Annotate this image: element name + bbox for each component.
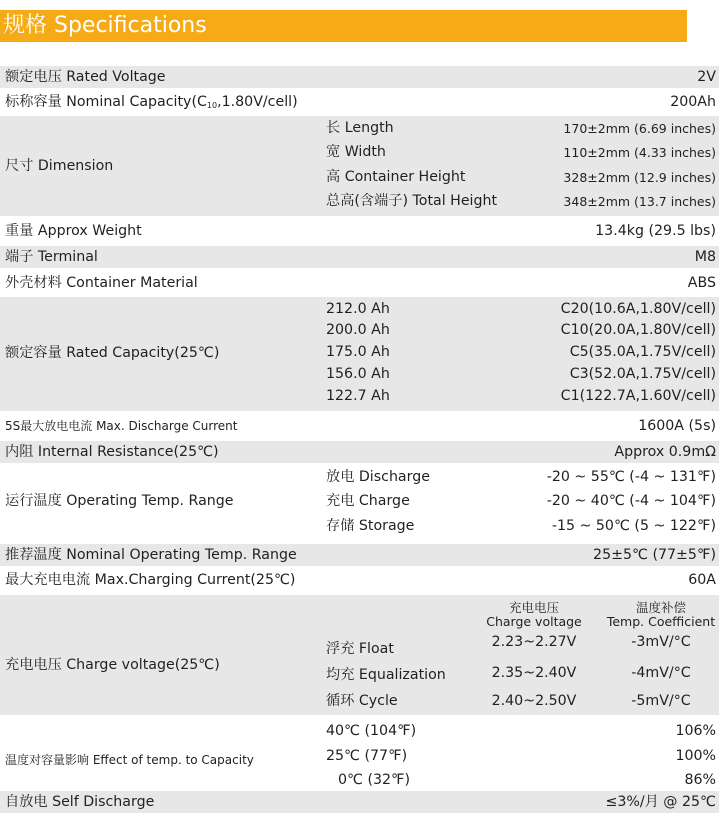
cycle-voltage-value: 2.40~2.50V [491,693,577,709]
rated-capacity-c1-value: 122.7 Ah [326,388,390,404]
operating-temp-storage-value: -15 ~ 50℃ (5 ~ 122℉) [551,518,716,534]
row-charge-voltage [0,595,719,715]
temp-effect-0-value: 86% [684,772,716,788]
operating-temp-label: 运行温度 Operating Temp. Range [5,493,234,509]
nominal-capacity-value: 200Ah [670,94,716,110]
rated-capacity-label: 额定容量 Rated Capacity(25℃) [5,345,220,361]
section-title: 规格 Specifications [3,13,207,38]
rated-capacity-c1-condition: C1(122.7A,1.60V/cell) [560,388,716,404]
dimension-label: 尺寸 Dimension [5,158,114,174]
nominal-capacity-label: 标称容量 Nominal $Capacity(C_{10},1.80V/cell)$ [5,94,298,110]
dimension-height-value: 328±2mm (12.9 inches) [563,170,716,185]
max-charging-current-label: 最大充电电流 Max.Charging Current(25℃) [5,572,296,588]
equalization-mode-label: 均充 Equalization [326,667,446,683]
rated-capacity-c3-condition: C3(52.0A,1.75V/cell) [569,366,716,382]
float-coefficient-value: -3mV/°C [631,634,691,650]
rated-capacity-c10-condition: C10(20.0A,1.80V/cell) [560,322,716,338]
nominal-operating-temp-value: 25±5℃ (77±5℉) [593,547,716,563]
dimension-total-height-value: 348±2mm (13.7 inches) [563,194,716,209]
dimension-width-label: 宽 Width [326,144,386,160]
temp-coefficient-header-en: Temp. Coefficient [606,614,716,629]
cycle-coefficient-value: -5mV/°C [631,693,691,709]
self-discharge-value: ≤3%/月 @ 25℃ [605,794,716,810]
row-container-material [0,271,719,295]
max-discharge-value: 1600A (5s) [638,418,716,434]
temp-effect-40-label: 40℃ (104℉) [326,723,417,739]
rated-capacity-c5-value: 175.0 Ah [326,344,390,360]
terminal-value: M8 [694,249,716,265]
row-nominal-capacity [0,90,719,114]
equalization-voltage-value: 2.35~2.40V [491,665,577,681]
row-operating-temp [0,465,719,539]
temp-effect-25-value: 100% [675,748,716,764]
weight-value: 13.4kg (29.5 lbs) [595,223,716,239]
row-rated-capacity [0,297,719,411]
row-terminal [0,246,719,268]
operating-temp-discharge-value: -20 ~ 55℃ (-4 ~ 131℉) [546,469,716,485]
rated-capacity-c10-value: 200.0 Ah [326,322,390,338]
dimension-length-value: 170±2mm (6.69 inches) [563,121,716,136]
temp-effect-25-label: 25℃ (77℉) [326,748,408,764]
rated-voltage-value: 2V [697,69,716,85]
row-dimension [0,116,719,216]
dimension-total-height-label: 总高(含端子) Total Height [326,193,498,209]
charge-voltage-header-cn: 充电电压 [508,600,559,615]
max-discharge-label: 5S最大放电电流 Max. Discharge Current [5,419,238,433]
equalization-coefficient-value: -4mV/°C [631,665,691,681]
operating-temp-charge-label: 充电 Charge [326,493,410,509]
row-max-charging-current [0,568,719,592]
row-weight [0,219,719,243]
row-internal-resistance [0,441,719,463]
nominal-operating-temp-label: 推荐温度 Nominal Operating Temp. Range [5,547,297,563]
max-charging-current-value: 60A [688,572,716,588]
temp-coefficient-header-cn: 温度补偿 [635,600,686,615]
cycle-mode-label: 循环 Cycle [326,693,398,709]
section-title-bar [0,10,687,42]
row-temp-effect [0,718,719,788]
row-self-discharge [0,791,719,813]
terminal-label: 端子 Terminal [5,249,98,265]
rated-capacity-c20-value: 212.0 Ah [326,301,390,317]
self-discharge-label: 自放电 Self Discharge [5,794,155,810]
temp-effect-label: 温度对容量影响 Effect of temp. to Capacity [5,753,254,767]
dimension-length-label: 长 Length [326,120,394,136]
temp-effect-40-value: 106% [675,723,716,739]
rated-capacity-c5-condition: C5(35.0A,1.75V/cell) [569,344,716,360]
float-mode-label: 浮充 Float [326,641,394,657]
temp-effect-0-label: 0℃ (32℉) [338,772,411,788]
row-nominal-operating-temp [0,544,719,566]
charge-voltage-label: 充电电压 Charge voltage(25℃) [5,657,220,673]
container-material-value: ABS [687,275,716,291]
weight-label: 重量 Approx Weight [5,223,142,239]
container-material-label: 外壳材料 Container Material [5,275,198,291]
row-rated-voltage [0,66,719,88]
charge-voltage-header-en: Charge voltage [486,614,582,629]
row-max-discharge-current [0,414,719,438]
internal-resistance-label: 内阻 Internal Resistance(25℃) [5,444,219,460]
rated-capacity-c20-condition: C20(10.6A,1.80V/cell) [560,301,716,317]
operating-temp-charge-value: -20 ~ 40℃ (-4 ~ 104℉) [546,493,716,509]
float-voltage-value: 2.23~2.27V [491,634,577,650]
rated-voltage-label: 额定电压 Rated Voltage [5,69,166,85]
internal-resistance-value: Approx 0.9mΩ [614,444,716,460]
operating-temp-storage-label: 存储 Storage [326,518,415,534]
operating-temp-discharge-label: 放电 Discharge [326,469,430,485]
dimension-height-label: 高 Container Height [326,169,466,185]
dimension-width-value: 110±2mm (4.33 inches) [563,145,716,160]
rated-capacity-c3-value: 156.0 Ah [326,366,390,382]
